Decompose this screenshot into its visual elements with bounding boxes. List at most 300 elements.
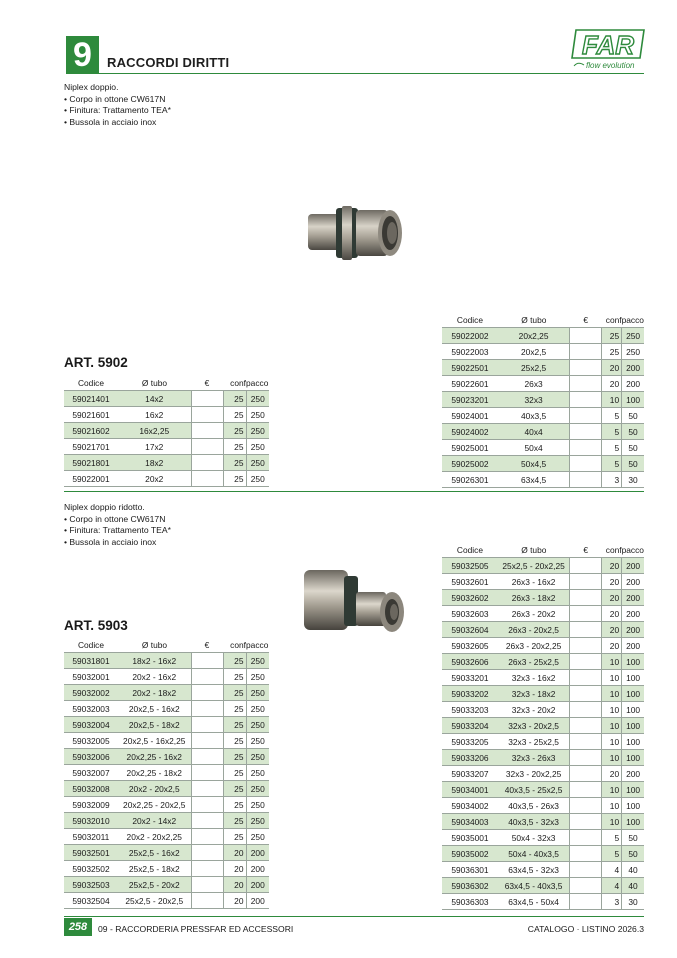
col-header-conf: conf xyxy=(605,315,622,325)
table-row xyxy=(64,797,269,813)
cell-conf: 5 xyxy=(602,846,622,862)
cell-pacco: 250 xyxy=(246,797,269,813)
cell-tubo: 32x3 xyxy=(498,392,570,408)
section2-intro: Niplex doppio ridotto. xyxy=(64,502,145,512)
cell-tubo: 26x3 - 20x2 xyxy=(498,606,570,622)
cell-codice: 59021602 xyxy=(64,423,118,439)
cell-euro xyxy=(570,590,602,606)
cell-euro xyxy=(191,471,223,487)
cell-conf: 25 xyxy=(223,733,246,749)
table-row xyxy=(64,829,269,845)
cell-tubo: 20x2 - 18x2 xyxy=(118,685,191,701)
table-row xyxy=(442,328,644,344)
cell-tubo: 25x2,5 - 20x2,5 xyxy=(118,893,191,909)
cell-euro xyxy=(191,423,223,439)
cell-pacco: 250 xyxy=(246,439,269,455)
cell-conf: 25 xyxy=(223,423,246,439)
section1-bullets xyxy=(64,94,171,129)
cell-tubo: 20x2,25 - 18x2 xyxy=(118,765,191,781)
cell-euro xyxy=(570,392,602,408)
cell-pacco: 100 xyxy=(622,734,644,750)
cell-conf: 25 xyxy=(223,717,246,733)
cell-tubo: 20x2,5 - 18x2 xyxy=(118,717,191,733)
cell-pacco: 250 xyxy=(246,733,269,749)
cell-conf: 25 xyxy=(223,813,246,829)
table-row xyxy=(442,830,644,846)
cell-tubo: 32x3 - 18x2 xyxy=(498,686,570,702)
price-table-5903-left xyxy=(64,638,269,909)
cell-pacco: 100 xyxy=(622,750,644,766)
cell-codice: 59032505 xyxy=(442,558,498,574)
cell-conf: 5 xyxy=(602,456,622,472)
cell-euro xyxy=(191,653,223,669)
cell-euro xyxy=(570,472,602,488)
table-row xyxy=(64,653,269,669)
table-row xyxy=(442,606,644,622)
cell-codice: 59022003 xyxy=(442,344,498,360)
cell-codice: 59032602 xyxy=(442,590,498,606)
cell-tubo: 20x2,25 - 16x2 xyxy=(118,749,191,765)
cell-conf: 20 xyxy=(602,590,622,606)
cell-tubo: 16x2 xyxy=(118,407,191,423)
cell-conf: 25 xyxy=(223,391,246,407)
cell-tubo: 63x4,5 - 50x4 xyxy=(498,894,570,910)
table-row xyxy=(64,893,269,909)
cell-tubo: 40x3,5 - 26x3 xyxy=(498,798,570,814)
cell-euro xyxy=(191,893,223,909)
col-header-tubo: Ø tubo xyxy=(521,545,547,555)
section1-intro: Niplex doppio. xyxy=(64,82,119,92)
cell-codice: 59021601 xyxy=(64,407,118,423)
cell-conf: 10 xyxy=(602,718,622,734)
logo-text: FAR xyxy=(582,30,634,60)
cell-euro xyxy=(191,749,223,765)
cell-conf: 10 xyxy=(602,734,622,750)
col-header-euro: € xyxy=(583,545,589,555)
cell-tubo: 16x2,25 xyxy=(118,423,191,439)
cell-codice: 59022601 xyxy=(442,376,498,392)
section1-description xyxy=(64,82,171,128)
cell-conf: 10 xyxy=(602,686,622,702)
cell-codice: 59036303 xyxy=(442,894,498,910)
cell-tubo: 25x2,5 - 18x2 xyxy=(118,861,191,877)
table-row xyxy=(442,702,644,718)
cell-euro xyxy=(570,718,602,734)
cell-tubo: 63x4,5 - 40x3,5 xyxy=(498,878,570,894)
cell-conf: 20 xyxy=(602,766,622,782)
cell-conf: 25 xyxy=(223,455,246,471)
cell-euro xyxy=(570,878,602,894)
cell-conf: 5 xyxy=(602,830,622,846)
cell-euro xyxy=(191,455,223,471)
cell-euro xyxy=(570,328,602,344)
cell-tubo: 63x4,5 xyxy=(498,472,570,488)
table-row xyxy=(64,669,269,685)
cell-conf: 10 xyxy=(602,670,622,686)
cell-conf: 25 xyxy=(223,781,246,797)
cell-conf: 25 xyxy=(223,653,246,669)
col-header-euro: € xyxy=(204,378,210,388)
table-row xyxy=(64,701,269,717)
cell-euro xyxy=(570,782,602,798)
col-header-euro: € xyxy=(204,640,210,650)
cell-codice: 59032008 xyxy=(64,781,118,797)
cell-euro xyxy=(570,558,602,574)
price-table-5902-left xyxy=(64,376,269,487)
cell-pacco: 100 xyxy=(622,718,644,734)
cell-codice: 59024002 xyxy=(442,424,498,440)
cell-tubo: 50x4,5 xyxy=(498,456,570,472)
cell-codice: 59032005 xyxy=(64,733,118,749)
cell-codice: 59033202 xyxy=(442,686,498,702)
cell-conf: 20 xyxy=(223,877,246,893)
page-number: 258 xyxy=(64,918,92,936)
cell-codice: 59032601 xyxy=(442,574,498,590)
cell-pacco: 50 xyxy=(622,440,644,456)
cell-conf: 5 xyxy=(602,408,622,424)
col-header-tubo: Ø tubo xyxy=(521,315,547,325)
cell-codice: 59032006 xyxy=(64,749,118,765)
cell-euro xyxy=(191,861,223,877)
cell-codice: 59032011 xyxy=(64,829,118,845)
cell-tubo: 32x3 - 16x2 xyxy=(498,670,570,686)
cell-pacco: 50 xyxy=(622,830,644,846)
cell-euro xyxy=(570,424,602,440)
cell-tubo: 20x2,5 - 16x2,25 xyxy=(118,733,191,749)
cell-pacco: 30 xyxy=(622,472,644,488)
cell-euro xyxy=(570,894,602,910)
cell-conf: 5 xyxy=(602,440,622,456)
cell-pacco: 100 xyxy=(622,654,644,670)
cell-euro xyxy=(570,846,602,862)
cell-conf: 25 xyxy=(223,669,246,685)
cell-tubo: 40x3,5 - 32x3 xyxy=(498,814,570,830)
cell-tubo: 20x2 - 20x2,5 xyxy=(118,781,191,797)
col-header-tubo: Ø tubo xyxy=(141,640,168,650)
cell-conf: 20 xyxy=(602,558,622,574)
cell-tubo: 20x2,5 xyxy=(498,344,570,360)
cell-conf: 25 xyxy=(223,471,246,487)
cell-tubo: 26x3 xyxy=(498,376,570,392)
cell-pacco: 100 xyxy=(622,782,644,798)
cell-pacco: 200 xyxy=(622,622,644,638)
cell-pacco: 200 xyxy=(246,861,269,877)
cell-euro xyxy=(570,360,602,376)
cell-conf: 10 xyxy=(602,392,622,408)
cell-conf: 4 xyxy=(602,862,622,878)
cell-codice: 59033205 xyxy=(442,734,498,750)
cell-euro xyxy=(570,606,602,622)
cell-codice: 59032503 xyxy=(64,877,118,893)
cell-codice: 59021701 xyxy=(64,439,118,455)
cell-tubo: 40x3,5 xyxy=(498,408,570,424)
col-header-codice: Codice xyxy=(77,378,105,388)
cell-conf: 25 xyxy=(602,344,622,360)
table-row xyxy=(442,638,644,654)
table-row xyxy=(442,654,644,670)
cell-euro xyxy=(570,766,602,782)
cell-tubo: 32x3 - 20x2,5 xyxy=(498,718,570,734)
cell-codice: 59032003 xyxy=(64,701,118,717)
cell-codice: 59032007 xyxy=(64,765,118,781)
cell-pacco: 250 xyxy=(246,829,269,845)
cell-euro xyxy=(570,344,602,360)
col-header-pacco: pacco xyxy=(246,378,269,388)
footer-section-label: 09 - RACCORDERIA PRESSFAR ED ACCESSORI xyxy=(98,924,294,934)
bullet-item: • Bussola in acciaio inox xyxy=(64,117,171,129)
cell-conf: 20 xyxy=(602,574,622,590)
cell-pacco: 40 xyxy=(622,862,644,878)
cell-tubo: 32x3 - 26x3 xyxy=(498,750,570,766)
table-row xyxy=(442,344,644,360)
cell-euro xyxy=(570,574,602,590)
cell-codice: 59033207 xyxy=(442,766,498,782)
cell-pacco: 250 xyxy=(246,813,269,829)
cell-codice: 59021801 xyxy=(64,455,118,471)
cell-euro xyxy=(570,456,602,472)
cell-tubo: 20x2,25 xyxy=(498,328,570,344)
cell-pacco: 250 xyxy=(622,328,644,344)
cell-euro xyxy=(191,781,223,797)
cell-codice: 59034003 xyxy=(442,814,498,830)
cell-pacco: 250 xyxy=(246,471,269,487)
header-divider xyxy=(99,73,644,74)
cell-euro xyxy=(191,813,223,829)
cell-tubo: 26x3 - 18x2 xyxy=(498,590,570,606)
cell-tubo: 25x2,5 - 16x2 xyxy=(118,845,191,861)
cell-pacco: 250 xyxy=(246,669,269,685)
cell-codice: 59025001 xyxy=(442,440,498,456)
cell-euro xyxy=(191,407,223,423)
cell-euro xyxy=(191,391,223,407)
cell-conf: 10 xyxy=(602,654,622,670)
cell-codice: 59032605 xyxy=(442,638,498,654)
cell-pacco: 100 xyxy=(622,798,644,814)
cell-pacco: 100 xyxy=(622,814,644,830)
cell-pacco: 200 xyxy=(246,893,269,909)
cell-pacco: 250 xyxy=(246,765,269,781)
cell-codice: 59031801 xyxy=(64,653,118,669)
cell-tubo: 63x4,5 - 32x3 xyxy=(498,862,570,878)
table-row xyxy=(64,685,269,701)
cell-pacco: 100 xyxy=(622,670,644,686)
cell-euro xyxy=(570,750,602,766)
cell-codice: 59021401 xyxy=(64,391,118,407)
table-row xyxy=(442,360,644,376)
table-row xyxy=(64,717,269,733)
cell-codice: 59036302 xyxy=(442,878,498,894)
cell-codice: 59023201 xyxy=(442,392,498,408)
cell-pacco: 200 xyxy=(622,376,644,392)
chapter-title: RACCORDI DIRITTI xyxy=(107,55,230,70)
table-row xyxy=(64,455,269,471)
niplex-doppio-photo xyxy=(300,200,408,268)
cell-euro xyxy=(570,830,602,846)
col-header-conf: conf xyxy=(605,545,622,555)
cell-tubo: 20x2 - 14x2 xyxy=(118,813,191,829)
cell-tubo: 32x3 - 20x2,25 xyxy=(498,766,570,782)
cell-tubo: 20x2 xyxy=(118,471,191,487)
cell-euro xyxy=(191,765,223,781)
table-row xyxy=(64,407,269,423)
cell-pacco: 30 xyxy=(622,894,644,910)
table-row xyxy=(64,749,269,765)
cell-pacco: 100 xyxy=(622,392,644,408)
table-row xyxy=(64,471,269,487)
cell-euro xyxy=(570,734,602,750)
col-header-tubo: Ø tubo xyxy=(141,378,168,388)
cell-euro xyxy=(570,814,602,830)
col-header-conf: conf xyxy=(230,640,246,650)
table-row xyxy=(442,472,644,488)
cell-pacco: 50 xyxy=(622,846,644,862)
cell-conf: 25 xyxy=(223,685,246,701)
logo-tagline: flow evolution xyxy=(586,61,635,70)
cell-pacco: 200 xyxy=(622,574,644,590)
bullet-item: • Finitura: Trattamento TEA* xyxy=(64,105,171,117)
table-row xyxy=(442,686,644,702)
cell-euro xyxy=(570,638,602,654)
bullet-item: • Corpo in ottone CW617N xyxy=(64,94,171,106)
cell-tubo: 20x2,5 - 16x2 xyxy=(118,701,191,717)
cell-conf: 25 xyxy=(223,439,246,455)
cell-tubo: 18x2 - 16x2 xyxy=(118,653,191,669)
cell-tubo: 20x2,25 - 20x2,5 xyxy=(118,797,191,813)
cell-codice: 59022002 xyxy=(442,328,498,344)
cell-conf: 10 xyxy=(602,798,622,814)
cell-codice: 59032010 xyxy=(64,813,118,829)
cell-codice: 59032504 xyxy=(64,893,118,909)
cell-conf: 25 xyxy=(223,765,246,781)
cell-codice: 59022001 xyxy=(64,471,118,487)
cell-tubo: 20x2 - 16x2 xyxy=(118,669,191,685)
cell-conf: 25 xyxy=(223,797,246,813)
cell-codice: 59032004 xyxy=(64,717,118,733)
cell-conf: 10 xyxy=(602,814,622,830)
cell-codice: 59033201 xyxy=(442,670,498,686)
table-row xyxy=(64,391,269,407)
cell-codice: 59032603 xyxy=(442,606,498,622)
table-row xyxy=(442,718,644,734)
cell-pacco: 250 xyxy=(246,407,269,423)
cell-tubo: 25x2,5 xyxy=(498,360,570,376)
cell-tubo: 17x2 xyxy=(118,439,191,455)
cell-conf: 25 xyxy=(223,829,246,845)
cell-tubo: 32x3 - 20x2 xyxy=(498,702,570,718)
cell-pacco: 40 xyxy=(622,878,644,894)
cell-codice: 59032604 xyxy=(442,622,498,638)
cell-conf: 25 xyxy=(602,328,622,344)
cell-euro xyxy=(570,862,602,878)
cell-pacco: 250 xyxy=(622,344,644,360)
cell-euro xyxy=(191,669,223,685)
cell-pacco: 200 xyxy=(622,360,644,376)
cell-pacco: 250 xyxy=(246,717,269,733)
cell-tubo: 50x4 xyxy=(498,440,570,456)
cell-euro xyxy=(191,845,223,861)
table-row xyxy=(442,670,644,686)
cell-codice: 59032501 xyxy=(64,845,118,861)
table-row xyxy=(64,877,269,893)
cell-pacco: 50 xyxy=(622,456,644,472)
cell-pacco: 250 xyxy=(246,653,269,669)
cell-euro xyxy=(570,408,602,424)
col-header-pacco: pacco xyxy=(621,315,644,325)
cell-conf: 3 xyxy=(602,894,622,910)
cell-conf: 25 xyxy=(223,749,246,765)
table-row xyxy=(442,894,644,910)
cell-codice: 59036301 xyxy=(442,862,498,878)
footer-catalog-label: CATALOGO · LISTINO 2026.3 xyxy=(527,924,644,934)
price-table-5903-right xyxy=(442,543,644,910)
table-row xyxy=(442,814,644,830)
cell-tubo: 50x4 - 40x3,5 xyxy=(498,846,570,862)
cell-pacco: 50 xyxy=(622,424,644,440)
cell-tubo: 26x3 - 20x2,5 xyxy=(498,622,570,638)
cell-conf: 20 xyxy=(602,360,622,376)
cell-euro xyxy=(191,685,223,701)
col-header-pacco: pacco xyxy=(621,545,644,555)
cell-conf: 20 xyxy=(223,845,246,861)
table-row xyxy=(442,590,644,606)
cell-euro xyxy=(191,797,223,813)
cell-tubo: 40x4 xyxy=(498,424,570,440)
cell-tubo: 26x3 - 16x2 xyxy=(498,574,570,590)
cell-euro xyxy=(191,701,223,717)
table-row xyxy=(64,781,269,797)
cell-pacco: 250 xyxy=(246,685,269,701)
table-row xyxy=(64,765,269,781)
cell-codice: 59032502 xyxy=(64,861,118,877)
table-row xyxy=(64,439,269,455)
cell-codice: 59032001 xyxy=(64,669,118,685)
cell-codice: 59033203 xyxy=(442,702,498,718)
bullet-item: • Corpo in ottone CW617N xyxy=(64,514,171,526)
cell-tubo: 50x4 - 32x3 xyxy=(498,830,570,846)
cell-conf: 5 xyxy=(602,424,622,440)
section2-description xyxy=(64,502,171,548)
cell-codice: 59034002 xyxy=(442,798,498,814)
cell-conf: 20 xyxy=(223,893,246,909)
cell-codice: 59026301 xyxy=(442,472,498,488)
cell-euro xyxy=(191,877,223,893)
table-row xyxy=(442,734,644,750)
table-row xyxy=(442,376,644,392)
table-row xyxy=(442,798,644,814)
cell-codice: 59032606 xyxy=(442,654,498,670)
cell-pacco: 250 xyxy=(246,423,269,439)
cell-pacco: 250 xyxy=(246,749,269,765)
cell-euro xyxy=(570,702,602,718)
col-header-codice: Codice xyxy=(456,545,483,555)
col-header-conf: conf xyxy=(230,378,246,388)
cell-codice: 59022501 xyxy=(442,360,498,376)
cell-tubo: 18x2 xyxy=(118,455,191,471)
col-header-codice: Codice xyxy=(77,640,105,650)
section2-bullets xyxy=(64,514,171,549)
cell-conf: 20 xyxy=(602,622,622,638)
cell-pacco: 250 xyxy=(246,391,269,407)
col-header-euro: € xyxy=(583,315,589,325)
niplex-ridotto-photo xyxy=(300,562,410,646)
cell-codice: 59035001 xyxy=(442,830,498,846)
table-row xyxy=(64,845,269,861)
cell-euro xyxy=(191,717,223,733)
cell-euro xyxy=(570,670,602,686)
bullet-item: • Finitura: Trattamento TEA* xyxy=(64,525,171,537)
cell-pacco: 200 xyxy=(622,638,644,654)
table-row xyxy=(442,862,644,878)
